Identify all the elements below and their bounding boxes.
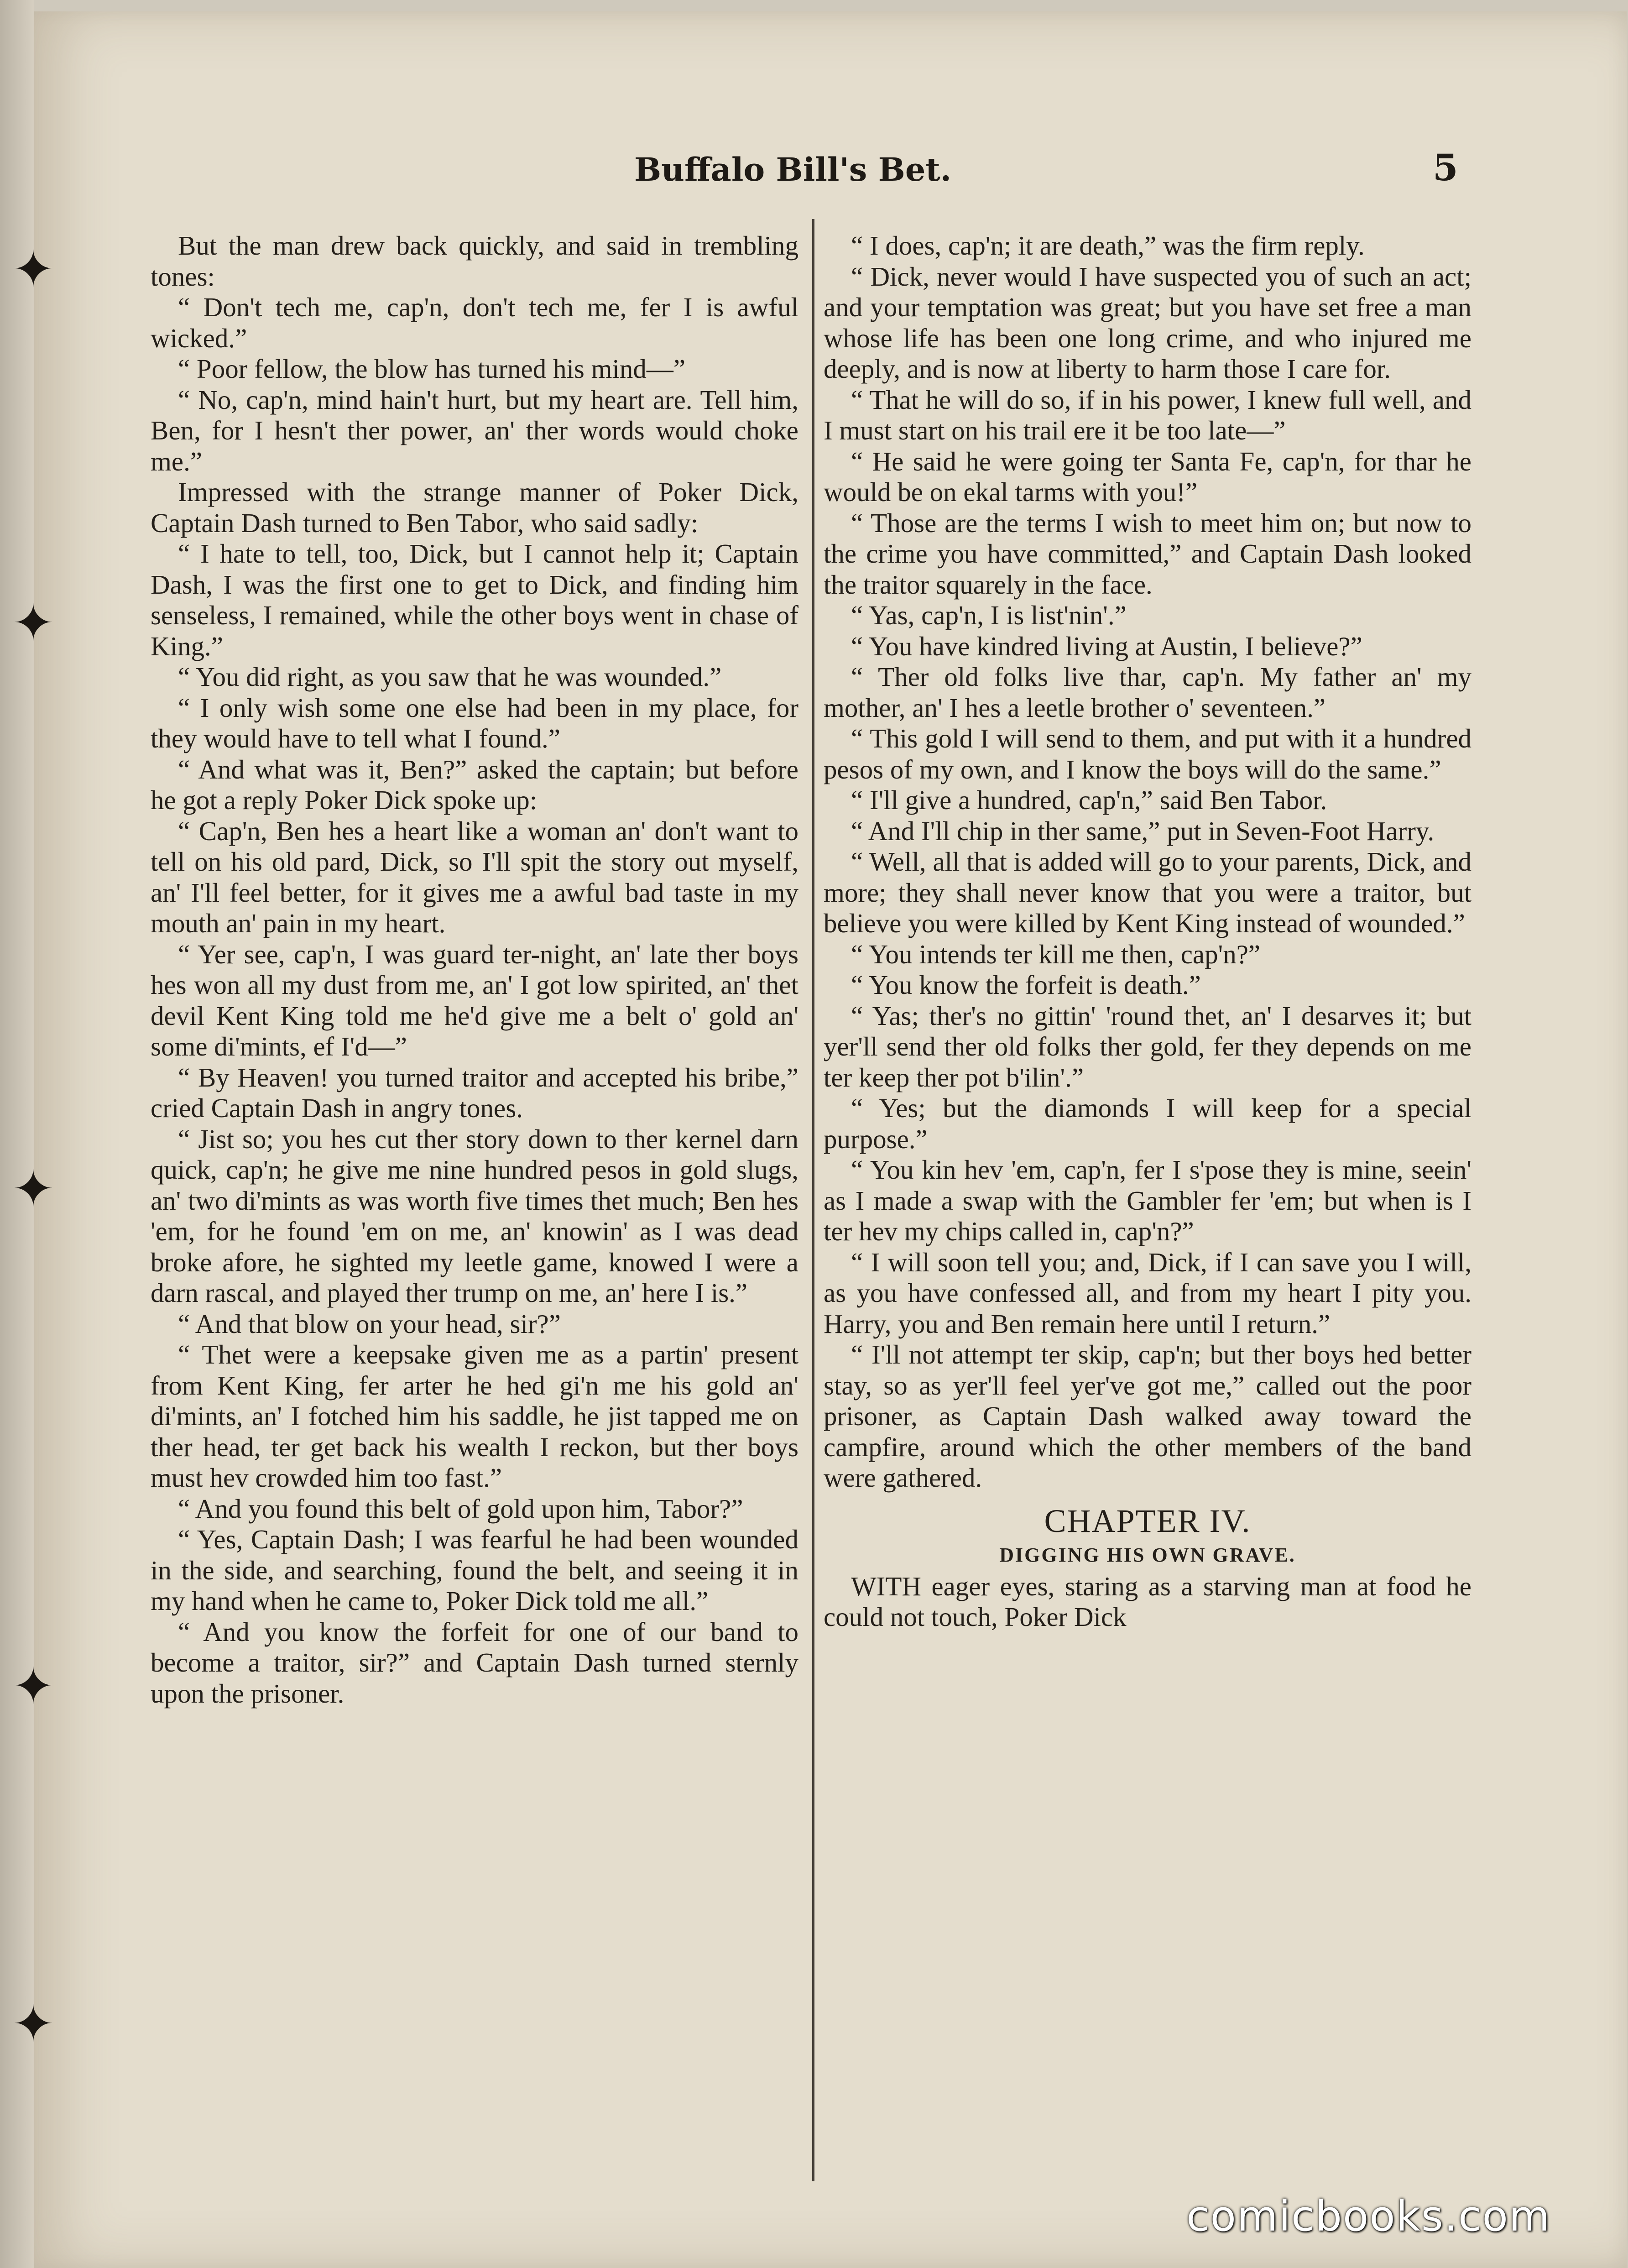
paragraph: “ This gold I will send to them, and put with it a hundred pesos of my own, and I know the boys will do the same.” [824,723,1471,784]
paragraph: “ I'll not attempt ter skip, cap'n; but ther boys hed better stay, so as yer'll feel yer've got me,” called out the poor prisoner, as Captain Dash walked away toward the campfire, around which the other members of the band were gathered. [824,1339,1471,1493]
paragraph: “ Ther old folks live thar, cap'n. My father an' my mother, an' I hes a leetle brother o' seventeen.” [824,662,1471,723]
paragraph: Impressed with the strange manner of Poker Dick, Captain Dash turned to Ben Tabor, who said sadly: [151,477,798,538]
paragraph: “ You know the forfeit is death.” [851,970,1201,1000]
paragraph: “ Yes; but the diamonds I will keep for a special purpose.” [824,1093,1471,1154]
binding-hole-3: ✦ [12,1160,55,1218]
chapter-opening-paragraph: WITH eager eyes, staring as a starving man at food he could not touch, Poker Dick [824,1571,1471,1632]
running-title: Buffalo Bill's Bet. [634,151,952,188]
paragraph: “ No, cap'n, mind hain't hurt, but my heart are. Tell him, Ben, for I hesn't ther power, an' ther words would choke me.” [151,384,798,476]
paragraph: “ And I'll chip in ther same,” put in Seven-Foot Harry. [851,815,1435,846]
paragraph: “ And you know the forfeit for one of our band to become a traitor, sir?” and Captain Dash turned sternly upon the prisoner. [151,1616,798,1709]
left-column [151,230,798,2193]
paragraph: “ Yas; ther's no gittin' 'round thet, an' I desarves it; but yer'll send ther old folks ther gold, fer they depends on me ter keep ther pot b'ilin'.” [824,1000,1471,1092]
page-number: 5 [1433,146,1458,189]
paragraph: “ And you found this belt of gold upon him, Tabor?” [178,1493,743,1524]
paragraph: “ I hate to tell, too, Dick, but I cannot help it; Captain Dash, I was the first one to get to Dick, and finding him senseless, I remained, while the other boys went in chase of King.” [151,538,798,661]
paragraph: “ Well, all that is added will go to your parents, Dick, and more; they shall never know that you were a traitor, but believe you were killed by Kent King instead of wounded.” [824,847,1471,938]
book-spine [0,0,34,2268]
paragraph: “ He said he were going ter Santa Fe, cap'n, for thar he would be on ekal tarms with you!” [824,446,1471,507]
chapter-subtitle: DIGGING HIS OWN GRAVE. [999,1543,1296,1566]
column-divider [812,219,814,2181]
chapter-title: CHAPTER IV. [1044,1502,1251,1539]
right-column [824,230,1471,2193]
paragraph: “ I'll give a hundred, cap'n,” said Ben Tabor. [851,785,1327,815]
paragraph: “ You intends ter kill me then, cap'n?” [851,939,1261,969]
paragraph: “ I does, cap'n; it are death,” was the firm reply. [851,230,1365,261]
paragraph: But the man drew back quickly, and said in trembling tones: [151,230,798,292]
paragraph: “ By Heaven! you turned traitor and accepted his bribe,” cried Captain Dash in angry tones. [151,1062,798,1123]
binding-hole-2: ✦ [12,594,55,652]
paragraph: “ Thet were a keepsake given me as a partin' present from Kent King, fer arter he hed gi'n me his gold an' di'mints, an' I fotched him his saddle, he jist tapped me on ther head, ter get back his wealth I reckon, but ther boys must hev crowded him too fast.” [151,1339,798,1493]
paragraph: “ Don't tech me, cap'n, don't tech me, fer I is awful wicked.” [151,292,798,353]
paragraph: “ And that blow on your head, sir?” [178,1308,561,1339]
binding-hole-1: ✦ [12,240,55,298]
paragraph: “ Poor fellow, the blow has turned his mind—” [178,354,686,384]
paragraph: “ You have kindred living at Austin, I believe?” [851,631,1362,661]
paragraph: “ Those are the terms I wish to meet him on; but now to the crime you have committed,” and Captain Dash looked the traitor squarely in the face. [824,507,1471,600]
paragraph: “ Cap'n, Ben hes a heart like a woman an' don't want to tell on his old pard, Dick, so I'll spit the story out myself, an' I'll feel better, for it gives me a awful bad taste in my mouth an' pain in my heart. [151,815,798,938]
paragraph: “ Yas, cap'n, I is list'nin'.” [851,600,1127,630]
paragraph: “ I will soon tell you; and, Dick, if I can save you I will, as you have confessed all, and from my heart I pity you. Harry, you and Ben remain here until I return.” [824,1247,1471,1339]
binding-hole-4: ✦ [12,1657,55,1715]
binding-hole-5: ✦ [12,1995,55,2053]
paragraph: “ I only wish some one else had been in my place, for they would have to tell what I found.” [151,692,798,753]
watermark: comicbooks.com [1186,2192,1551,2241]
paragraph: “ And what was it, Ben?” asked the captain; but before he got a reply Poker Dick spoke up: [151,754,798,815]
paragraph: “ That he will do so, if in his power, I knew full well, and I must start on his trail ere it be too late—” [824,384,1471,445]
paragraph: “ Dick, never would I have suspected you of such an act; and your temptation was great; but you have set free a man whose life has been one long crime, and who injured me deeply, and is now at liberty to harm those I care for. [824,261,1471,384]
right-column-paragraphs [824,230,1471,1494]
paragraph: “ You kin hev 'em, cap'n, fer I s'pose they is mine, seein' as I made a swap with the Gambler fer 'em; but when is I ter hev my chips called in, cap'n?” [824,1155,1471,1246]
paragraph: “ You did right, as you saw that he was wounded.” [178,662,722,692]
paragraph: “ Yes, Captain Dash; I was fearful he had been wounded in the side, and searching, found the belt, and seeing it in my hand when he came to, Poker Dick told me all.” [151,1524,798,1616]
page-header [0,137,1628,210]
paragraph: “ Jist so; you hes cut ther story down to ther kernel darn quick, cap'n; he give me nine hundred pesos in gold slugs, an' two di'mints as was worth five times thet much; Ben hes 'em, for he found 'em on me, an' knowin' as I was dead broke afore, he sighted my leetle game, knowed I were a darn rascal, and played ther trump on me, an' here I is.” [151,1124,798,1308]
paragraph: “ Yer see, cap'n, I was guard ter-night, an' late ther boys hes won all my dust from me, an' I got low spirited, an' thet devil Kent King told me he'd give me a belt o' gold an' some di'mints, ef I'd—” [151,939,798,1061]
